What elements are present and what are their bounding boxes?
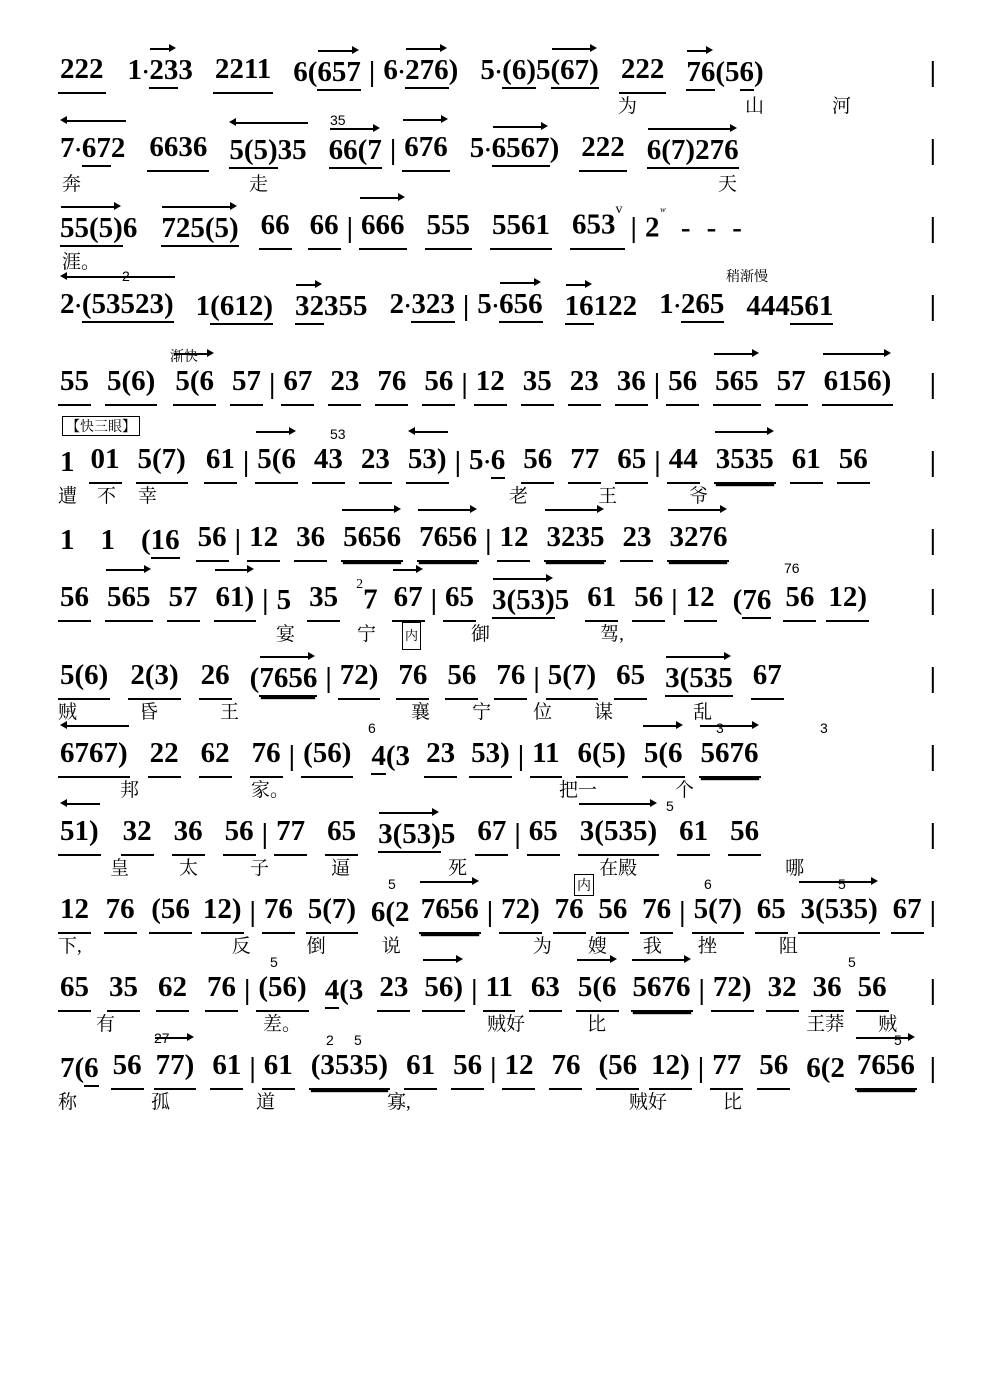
lyric-syllable: 差。 (263, 1014, 302, 1035)
note-group: 6156) (822, 359, 894, 406)
note-group: 1·233 (126, 48, 195, 94)
lyric-syllable: 为 (532, 936, 552, 957)
note-group: 725(5) (159, 206, 240, 250)
music-system-9 (58, 656, 942, 734)
lyric-syllable: 称 (58, 1092, 78, 1113)
note-group: 23 (568, 359, 601, 406)
small-numeral: 6 (704, 876, 712, 892)
note-group: 16122 (563, 284, 640, 328)
note-group: 32355 (293, 284, 370, 328)
note-group: 77 (568, 437, 601, 484)
note-group: 32 (766, 965, 799, 1012)
note-group: 35 (521, 359, 554, 406)
note-group: 12 (497, 515, 530, 562)
music-system-10 (58, 720, 942, 812)
lyric-syllable: 河 (832, 96, 852, 117)
note-group: 76(56) (684, 50, 765, 94)
music-system-5 (58, 348, 942, 440)
lyric-syllable: 孤 (151, 1092, 171, 1113)
lyric-syllable: 家。 (251, 780, 290, 801)
note-group: 77 (710, 1043, 743, 1090)
lyrics-row-5 (58, 406, 942, 436)
note-group: 76 (553, 887, 586, 934)
note-group: 53) (469, 731, 512, 778)
note-group: 5(6 (173, 359, 216, 406)
note-group: 3235 (544, 515, 606, 562)
note-group: 56 (596, 887, 629, 934)
music-system-1 (58, 50, 942, 128)
lyric-syllable: 襄 (411, 702, 431, 723)
lyric-syllable: 贼好 (628, 1092, 667, 1113)
note-group: 12) (201, 887, 244, 934)
note-group: 56 (632, 575, 665, 622)
note-group: 5·6567) (468, 126, 562, 172)
note-group: 12 (474, 359, 507, 406)
lyric-syllable: 个 (675, 780, 695, 801)
note-group: 77) (154, 1043, 197, 1090)
small-numeral: 5 (270, 954, 278, 970)
note-group: 55(5)6 (58, 206, 139, 250)
measure-number: 53 (330, 426, 346, 442)
lyric-syllable: 我 (642, 936, 662, 957)
lyric-syllable: 谋 (594, 702, 614, 723)
note-group: 555 (425, 203, 473, 250)
note-group: 65 (755, 887, 788, 934)
note-group: 11 (530, 731, 561, 778)
note-group: 56 (757, 1043, 790, 1090)
note-group: 72) (499, 887, 542, 934)
music-system-14 (58, 1030, 942, 1124)
lyric-syllable: 下, (58, 936, 82, 957)
note-group: 2211 (213, 47, 273, 94)
note-group: $2^ʷ$ (644, 205, 665, 244)
note-group: 6767) (58, 731, 130, 778)
note-group: 76 (104, 887, 137, 934)
note-group: 56 (837, 437, 870, 484)
lyric-syllable: 山 (745, 96, 765, 117)
note-group: 67 (751, 653, 784, 700)
lyrics-row-12 (58, 934, 942, 964)
note-group: 12 (58, 887, 91, 934)
note-group: 65 (615, 437, 648, 484)
note-group: 65 (614, 653, 647, 700)
lyrics-row-1 (58, 94, 942, 124)
note-group: 2·323 (388, 282, 457, 328)
note-group: 6(657 (291, 50, 363, 94)
note-group: 35 (307, 575, 340, 622)
small-numeral: 3 (820, 720, 828, 736)
notes-row-1: 222 1·233 2211 6(657 | 6·276) 5·(6)5(67) 222 76(56) | (58, 50, 942, 94)
note-group: 12) (649, 1043, 692, 1090)
tempo-mark-shaojianman: 稍渐慢 (726, 268, 768, 284)
note-group: (76 (731, 578, 774, 622)
lyric-syllable: 宁 (357, 624, 377, 645)
note-group: 12 (247, 515, 280, 562)
note-group: (56 (149, 887, 192, 934)
small-numeral: 5 (894, 1032, 902, 1048)
lyric-syllable: 死 (448, 858, 468, 879)
note-group: 222 (58, 47, 106, 94)
measure-number: 76 (784, 560, 800, 576)
notes-row-3: 55(5)6 725(5) 66 66 | 666 555 5561 653$^v$ | $2^ʷ$ - - - | (58, 206, 942, 250)
note-group: 222 (579, 125, 627, 172)
small-numeral: 3 (716, 720, 724, 736)
lyric-syllable: 遭 (58, 486, 78, 507)
lyrics-row-9 (58, 700, 942, 730)
note-group: 56 (783, 575, 816, 622)
lyric-syllable: 嫂 (587, 936, 607, 957)
note-group: 4(3 (369, 734, 412, 778)
note-group: 65 (58, 965, 91, 1012)
note-group: - (680, 212, 691, 244)
measure-number: 35 (330, 112, 346, 128)
note-group: 55 (58, 359, 91, 406)
note-group: 65 (443, 575, 476, 622)
note-group: 72) (711, 965, 754, 1012)
lyric-syllable: 比 (722, 1092, 742, 1113)
note-group: 32 (121, 809, 154, 856)
lyric-syllable: 昏 (139, 702, 159, 723)
note-group: 7(6 (58, 1046, 101, 1090)
note-group: 56 (445, 653, 478, 700)
note-group: 01 (89, 437, 122, 484)
notes-row-13: 65 35 62 76 | (56) 4(3 23 56) | 11 63 5(6 5676 | 72) 32 36 56 | (58, 968, 942, 1012)
lyric-syllable: 哪 (785, 858, 805, 879)
note-group: 5(7) (306, 887, 358, 934)
lyric-syllable: 逼 (331, 858, 351, 879)
notes-row-14: 7(6 56 77) 61 | 61 (3535) 61 56 | 12 76 (56 12) | 77 56 6(2 7656 | (58, 1046, 942, 1090)
music-system-8 (58, 560, 942, 656)
note-group: 3(535) (798, 887, 879, 934)
lyric-syllable: 为 (618, 96, 638, 117)
lyric-syllable: 阻 (778, 936, 798, 957)
note-group: (56) (256, 965, 308, 1012)
note-group: 61 (262, 1043, 295, 1090)
lyric-syllable: 王 (220, 702, 240, 723)
note-group: 76 (494, 653, 527, 700)
note-group: 1 (60, 446, 75, 478)
note-group: 56 (521, 437, 554, 484)
note-group: 61 (204, 437, 237, 484)
notes-row-5: 55 5(6) 5(6 57 | 67 23 76 56 | 12 35 23 36 | 56 565 57 6156) | (58, 362, 942, 406)
lyric-syllable: 王 (598, 486, 618, 507)
note-group: 76 (205, 965, 238, 1012)
note-group: 7656 (855, 1043, 917, 1090)
note-group: 666 (359, 203, 407, 250)
lyric-syllable: 奔 (62, 174, 82, 195)
note-group: 56 (728, 809, 761, 856)
lyric-syllable: 乱 (693, 702, 713, 723)
note-group: 5(6 (255, 437, 298, 484)
lyric-syllable: 挫 (697, 936, 717, 957)
note-group: 6·276) (381, 48, 460, 94)
note-group: 1 (60, 524, 75, 556)
lyric-syllable: 老 (509, 486, 529, 507)
lyric-syllable: 天 (718, 174, 738, 195)
note-group: 12) (826, 575, 869, 622)
note-group: 6(7)276 (645, 128, 741, 172)
lyric-syllable: 幸 (138, 486, 158, 507)
notes-row-10: 6767) 22 62 76 | (56) 4(3 23 53) | 11 6(5) 5(6 5676 | (58, 734, 942, 778)
lyrics-row-10 (58, 778, 942, 808)
note-group: 56 (451, 1043, 484, 1090)
note-group: 56 (422, 359, 455, 406)
small-numeral: 5 (666, 798, 674, 814)
note-group: 1 (100, 524, 115, 556)
note-group: 56 (666, 359, 699, 406)
note-group: 23 (424, 731, 457, 778)
note-group: 56) (422, 965, 465, 1012)
small-numeral: 5 (848, 954, 856, 970)
note-group: 5(6 (576, 965, 619, 1012)
note-group: 5656 (341, 515, 403, 562)
music-system-2 (58, 112, 942, 206)
note-group: (3535) (309, 1043, 390, 1090)
note-group: 3276 (667, 515, 729, 562)
lyric-syllable: 御 (471, 624, 491, 645)
note-group: 5 (276, 584, 292, 616)
lyrics-row-8 (58, 622, 942, 652)
note-group: 5(7) (546, 653, 598, 700)
note-group: $^2$7 (356, 577, 378, 616)
lyric-syllable: 倒 (306, 936, 326, 957)
small-numeral: 5 (388, 876, 396, 892)
note-group: 66 (308, 203, 341, 250)
note-group: 2(3) (128, 653, 180, 700)
note-group: 57 (167, 575, 200, 622)
note-group: 57 (775, 359, 808, 406)
note-group: 3(53)5 (490, 578, 571, 622)
note-group: 6636 (147, 125, 209, 172)
lyric-syllable: 反 (231, 936, 251, 957)
lyric-syllable: 位 (533, 702, 553, 723)
tempo-mark-jiankuai: 渐快 (170, 348, 198, 364)
notes-row-4: 2·(53523) 1(612) 32355 2·323 | 5·656 16122 1·265 444561 | (58, 284, 942, 328)
note-group: 61) (214, 575, 257, 622)
small-numeral: 5 (838, 876, 846, 892)
note-group: 36 (811, 965, 844, 1012)
lyric-syllable: 贼 (58, 702, 78, 723)
note-group: 76 (396, 653, 429, 700)
note-group: 72) (338, 653, 381, 700)
note-group: 56 (111, 1043, 144, 1090)
note-group: (7656 (248, 656, 320, 700)
note-group: 5·6 (467, 438, 507, 484)
lyric-syllable: 在殿 (599, 858, 638, 879)
notes-row-9: 5(6) 2(3) 26 (7656 | 72) 76 56 76 | 5(7) 65 3(535 67 | (58, 656, 942, 700)
lyrics-row-14 (58, 1090, 942, 1120)
note-group: 61 (210, 1043, 243, 1090)
note-group: 61 (404, 1043, 437, 1090)
lyric-syllable: 不 (97, 486, 117, 507)
note-group: 23 (377, 965, 410, 1012)
note-group: 76 (250, 731, 283, 778)
music-system-3 (58, 202, 942, 284)
lyric-syllable: 子 (250, 858, 270, 879)
note-group: 62 (156, 965, 189, 1012)
lyric-syllable: 王莽 (806, 1014, 845, 1035)
note-group: 5(6 (642, 731, 685, 778)
lyrics-row-3 (58, 250, 942, 280)
note-group: 76 (640, 887, 673, 934)
note-group: 5676 (631, 965, 693, 1012)
note-group: 44 (667, 437, 700, 484)
note-group: 66(7 (327, 128, 384, 172)
small-numeral: 5 (354, 1032, 362, 1048)
lyrics-row-2 (58, 172, 942, 202)
notes-row-6: 1 01 5(7) 61 | 5(6 43 23 53) | 5·6 56 77 65 | 44 3535 61 56 | (58, 440, 942, 484)
lyric-syllable: 有 (96, 1014, 116, 1035)
note-group: 5·656 (475, 282, 544, 328)
note-group: 6(2 (806, 1052, 845, 1084)
music-system-12 (58, 876, 942, 968)
note-group: (56) (301, 731, 353, 778)
note-group: 66 (259, 203, 292, 250)
small-numeral: 6 (368, 720, 376, 736)
note-group: 61 (790, 437, 823, 484)
note-group: 67 (392, 575, 425, 622)
lyric-syllable: 贼好 (487, 1014, 526, 1035)
small-numeral: 2 (326, 1032, 334, 1048)
note-group: 56 (223, 809, 256, 856)
note-group: 7656 (419, 887, 481, 934)
note-group: 653$^v$ (570, 198, 625, 250)
music-system-11 (58, 798, 942, 890)
lyric-syllable: 走 (249, 174, 269, 195)
note-group: 76 (375, 359, 408, 406)
note-group: 7656 (417, 515, 479, 562)
note-group: 77 (274, 809, 307, 856)
note-group: 56 (856, 965, 889, 1012)
note-group: - (706, 212, 717, 244)
lyric-syllable: 道 (256, 1092, 276, 1113)
note-group: 6(2 (370, 896, 410, 928)
note-group: (16 (139, 518, 182, 562)
notes-row-8: 56 565 57 61) | 5 35 $^2$7 67 | 65 3(53)5 61 56 | 12 (76 56 12) | (58, 578, 942, 622)
note-group: 5(6) (58, 653, 110, 700)
note-group: 3535 (714, 437, 776, 484)
note-group: 2·(53523) (58, 282, 176, 328)
lyric-syllable: 贼 (878, 1014, 898, 1035)
inline-note-nei: 内 (574, 874, 594, 896)
note-group: 35 (107, 965, 140, 1012)
note-group: 7·672 (58, 126, 127, 172)
note-group: 26 (199, 653, 232, 700)
lyric-syllable: 驾, (600, 624, 624, 645)
lyric-syllable: 邦 (120, 780, 140, 801)
notes-row-7: 1 1 (16 56 | 12 36 5656 7656 | 12 3235 23 3276 | (58, 518, 942, 562)
note-group: 36 (615, 359, 648, 406)
small-numeral: 2 (122, 268, 130, 284)
note-group: 5561 (490, 203, 552, 250)
note-group: 3(535) (578, 809, 659, 856)
note-group: 565 (105, 575, 153, 622)
note-group: 23 (359, 437, 392, 484)
note-group: 67 (475, 809, 508, 856)
note-group: 5(5)35 (227, 128, 308, 172)
note-group: 61 (585, 575, 618, 622)
note-group: 22 (148, 731, 181, 778)
note-group: 65 (325, 809, 358, 856)
note-group: 56 (196, 515, 229, 562)
note-group: 61 (677, 809, 710, 856)
note-group: 63 (529, 965, 562, 1012)
lyric-syllable: 说 (381, 936, 401, 957)
note-group: 43 (312, 437, 345, 484)
note-group: 65 (527, 809, 560, 856)
note-group: 4(3 (323, 968, 366, 1012)
lyric-syllable: 宴 (276, 624, 296, 645)
note-group: 222 (619, 47, 667, 94)
note-group: 56 (58, 575, 91, 622)
note-group: 67 (281, 359, 314, 406)
notes-row-2: 7·672 6636 5(5)35 66(7 | 676 5·6567) 222 6(7)276 | (58, 128, 942, 172)
note-group: 76 (549, 1043, 582, 1090)
note-group: 23 (620, 515, 653, 562)
notes-row-11: 51) 32 36 56 | 77 65 3(53)5 67 | 65 3(535) 61 56 | (58, 812, 942, 856)
note-group: 5·(6)5(67) (478, 48, 601, 94)
note-group: 12 (684, 575, 717, 622)
inline-note-nei: 内 (402, 622, 421, 650)
note-group: (56 (596, 1043, 639, 1090)
note-group: 53) (406, 437, 449, 484)
lyric-syllable: 涯。 (62, 252, 101, 273)
note-group: 676 (402, 125, 450, 172)
note-group: 12 (502, 1043, 535, 1090)
note-group: 444561 (744, 284, 835, 328)
music-system-7 (58, 518, 942, 578)
note-group: 76 (262, 887, 295, 934)
jianpu-sheet-page (0, 50, 1000, 1387)
note-group: 5(6) (105, 359, 157, 406)
note-group: 23 (328, 359, 361, 406)
note-group: 5676 (699, 731, 761, 778)
lyric-syllable: 宁 (472, 702, 492, 723)
music-system-6 (58, 418, 942, 518)
note-group: 1(612) (194, 284, 275, 328)
note-group: 3(53)5 (376, 812, 457, 856)
lyric-syllable: 把一 (559, 780, 598, 801)
lyric-syllable: 皇 (110, 858, 130, 879)
note-group: 51) (58, 809, 101, 856)
note-group: 67 (891, 887, 924, 934)
note-group: 57 (230, 359, 263, 406)
section-mark-kuaisanyan: 【快三眼】 (62, 416, 140, 436)
note-group: 62 (199, 731, 232, 778)
note-group: 1·265 (657, 282, 726, 328)
lyric-syllable: 寡, (387, 1092, 411, 1113)
lyric-syllable: 比 (587, 1014, 607, 1035)
note-group: 36 (294, 515, 327, 562)
measure-number: 27 (154, 1030, 170, 1046)
note-group: 5(7) (136, 437, 188, 484)
lyric-syllable: 太 (179, 858, 199, 879)
lyrics-row-6 (58, 484, 942, 514)
note-group: 5(7) (692, 887, 744, 934)
notes-row-12: 12 76 (56 12) | 76 5(7) 6(2 7656 | 72) 76 56 76 | 5(7) 65 3(535) 67 | (58, 890, 942, 934)
note-group: 36 (172, 809, 205, 856)
note-group: 3(535 (663, 656, 735, 700)
note-group: - (732, 212, 742, 244)
note-group: 11 (483, 965, 514, 1012)
note-group: 565 (713, 359, 761, 406)
lyric-syllable: 爷 (689, 486, 709, 507)
note-group: 6(5) (576, 731, 628, 778)
